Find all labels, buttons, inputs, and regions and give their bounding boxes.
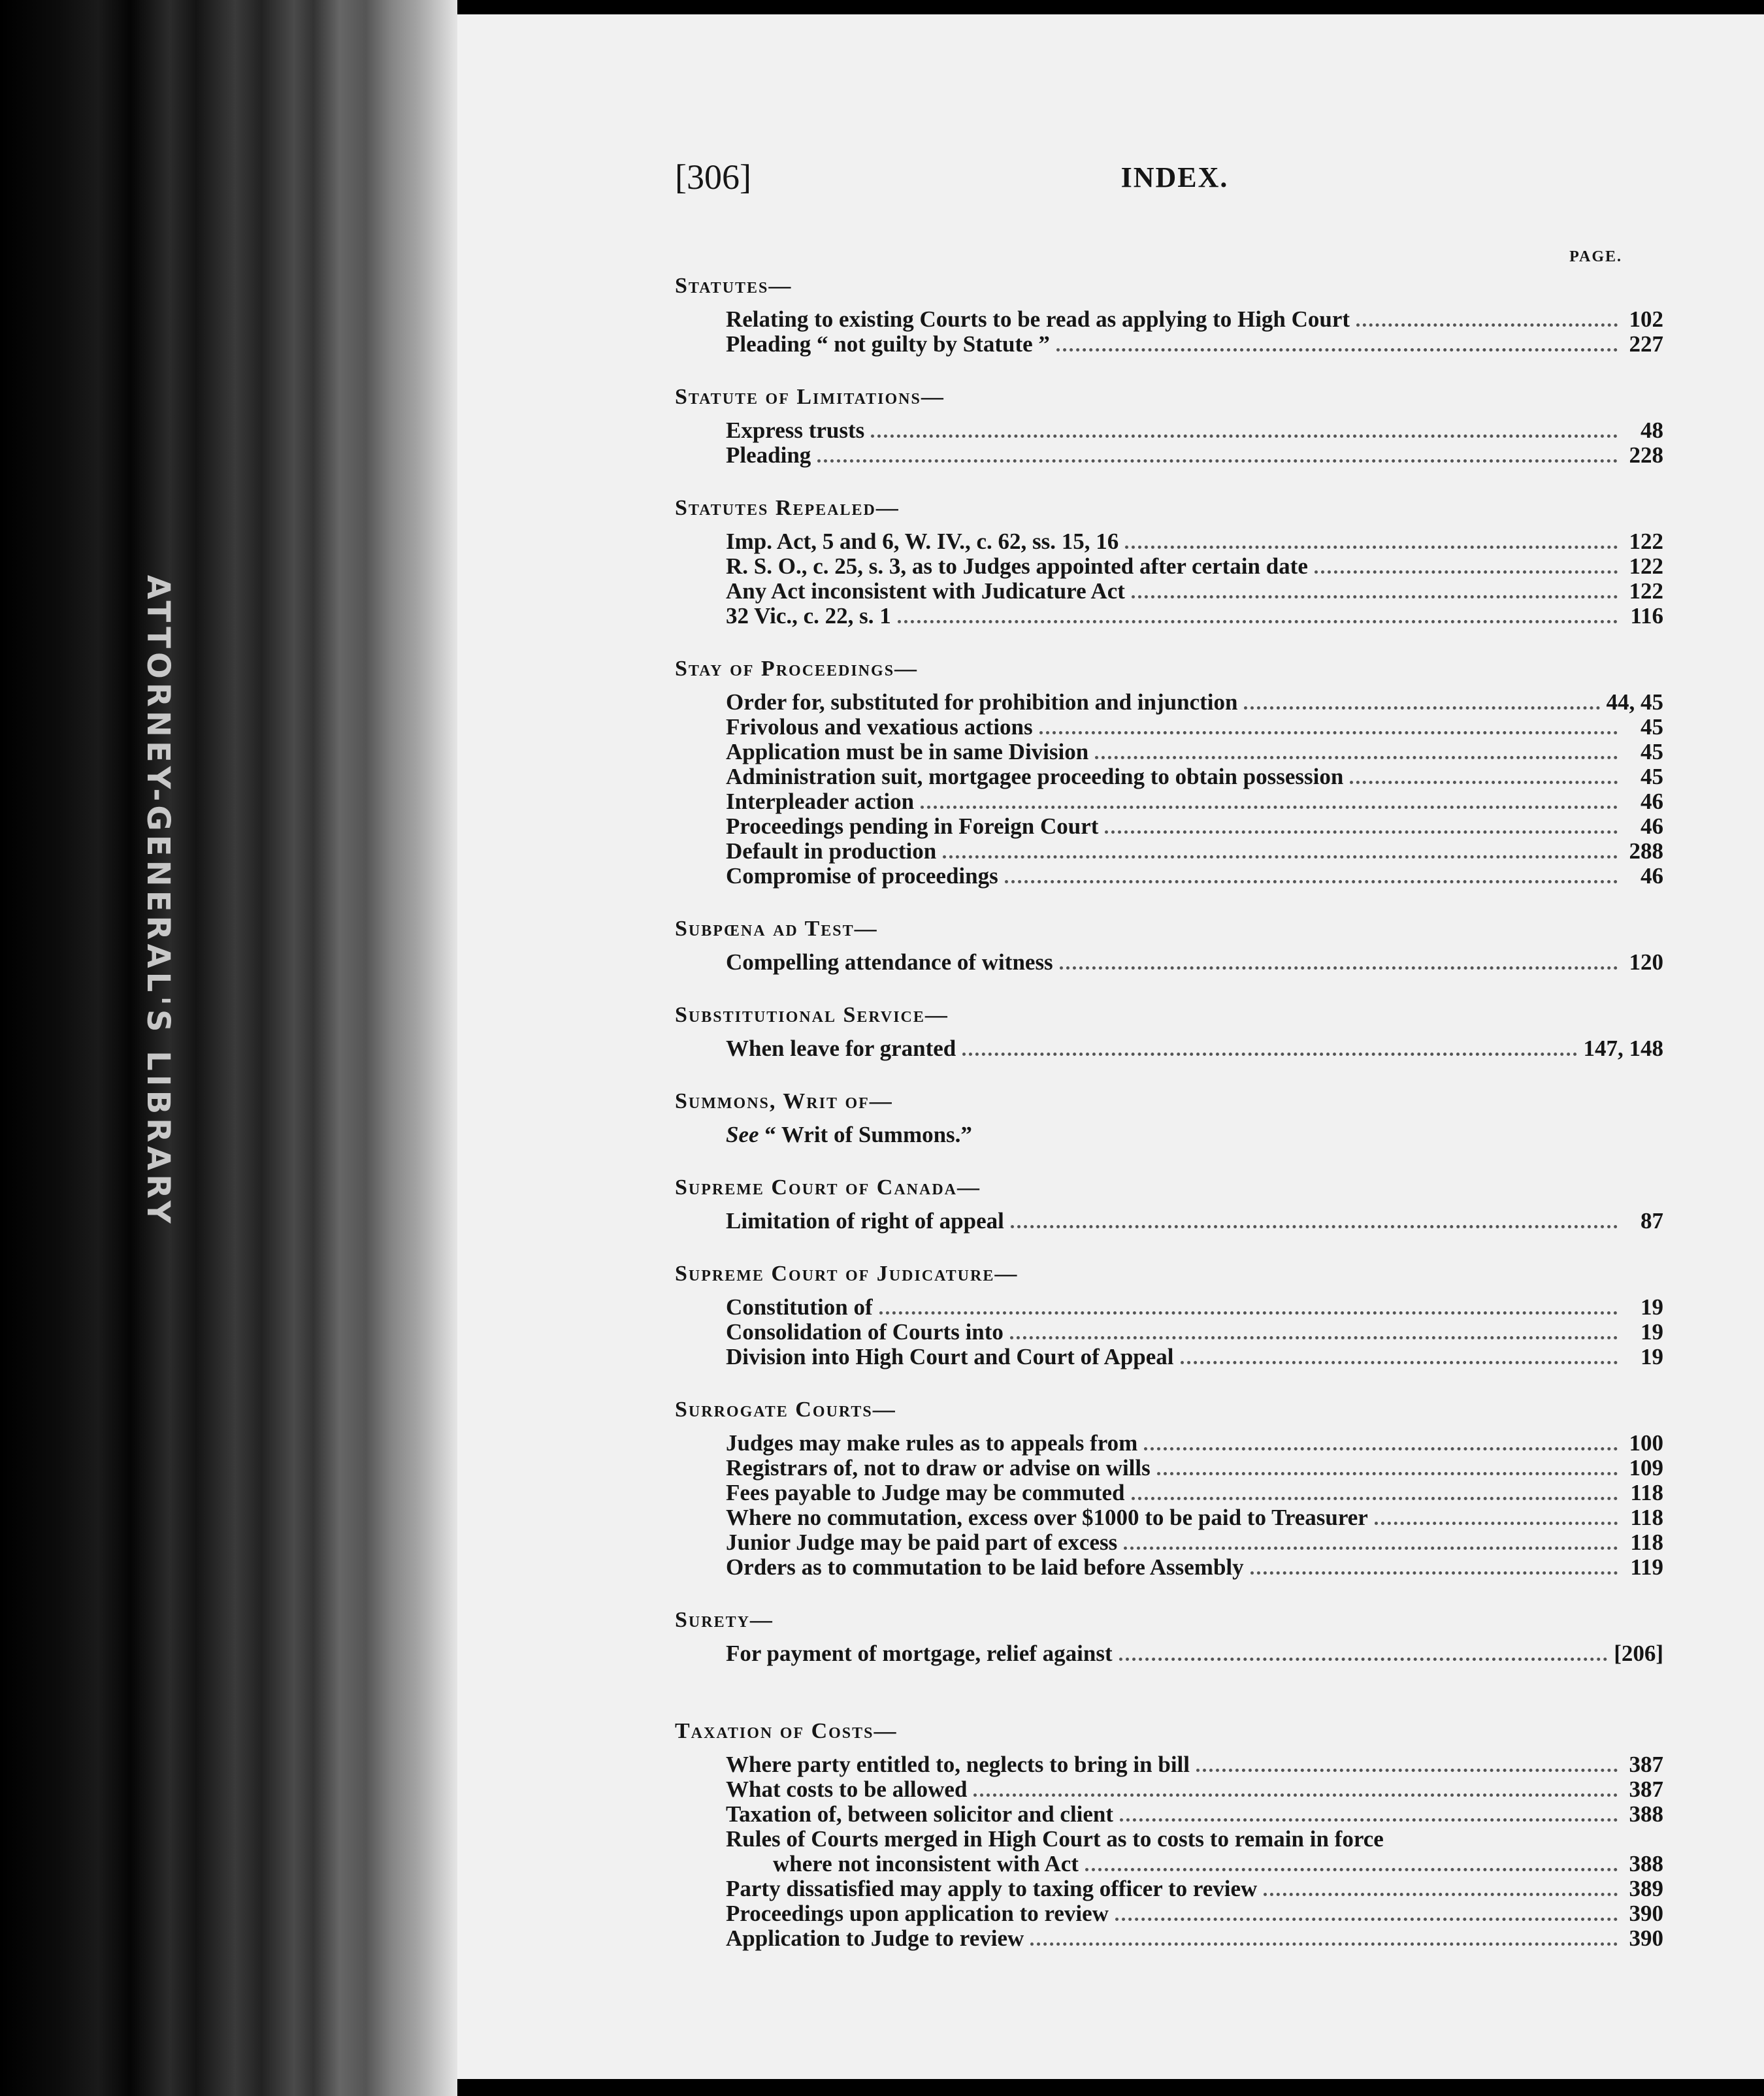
index-line-text: Pleading “ not guilty by Statute ” [726,331,1050,357]
index-entry [675,916,1663,975]
index-line-text: Any Act inconsistent with Judicature Act [726,578,1125,604]
page-title: INDEX. [1120,161,1229,193]
index-line [675,1901,1663,1926]
index-line-text: Order for, substituted for prohibition and injunction [726,689,1238,715]
index-entry [675,1607,1663,1666]
page-reference: 45 [1641,714,1663,740]
index-line-text: Junior Judge may be paid part of excess [726,1530,1118,1555]
page-reference: 390 [1629,1925,1663,1951]
index-line [675,764,1663,789]
page-reference: 45 [1641,739,1663,764]
index-line [675,604,1663,629]
page-reference: 118 [1630,1530,1663,1555]
page-reference: 45 [1641,764,1663,789]
index-line [675,814,1663,839]
index-line [675,1036,1663,1061]
index-line [675,554,1663,579]
index-line [675,418,1663,443]
index-entry [675,656,1663,889]
dot-leader [943,850,1618,859]
index-line [675,332,1663,357]
index-line-text: Pleading [726,442,811,468]
index-heading: Subpœna ad Test— [675,917,878,941]
index-line [675,529,1663,554]
index-line [675,1505,1663,1530]
dot-leader [1011,1220,1618,1228]
cross-reference [675,1122,1663,1147]
index-page [457,14,1764,2079]
dot-leader [1244,701,1599,710]
index-line [675,1481,1663,1505]
page-reference: 46 [1641,789,1663,814]
index-line-text: Frivolous and vexatious actions [726,714,1033,740]
index-line-text: Orders as to commutation to be laid before Assembly [726,1554,1244,1580]
index-line [675,443,1663,468]
index-line [675,1209,1663,1234]
dot-leader [1356,318,1618,327]
dot-leader [817,454,1618,463]
index-line [675,1295,1663,1320]
dot-leader [1375,1516,1618,1525]
page-reference: 388 [1629,1801,1663,1827]
dot-leader [1056,343,1618,352]
spine-stamp: ATTORNEY-GENERAL'S LIBRARY [140,575,176,1228]
index-line-text: Relating to existing Courts to be read as applying to High Court [726,306,1350,332]
see-label: See [726,1122,759,1147]
index-line-text: Proceedings pending in Foreign Court [726,813,1099,839]
page-column-label: PAGE. [1569,248,1622,265]
page-number: [306] [675,157,751,197]
page-reference: 48 [1641,418,1663,443]
index-line [675,1456,1663,1481]
running-head [675,157,1674,203]
index-entry [675,1002,1663,1061]
page-reference: 122 [1629,553,1663,579]
page-reference: 19 [1641,1294,1663,1320]
index-heading: Surrogate Courts— [675,1398,896,1422]
dot-leader [871,429,1618,438]
see-reference: “ Writ of Summons.” [764,1122,972,1147]
index-entry [675,384,1663,468]
page-reference: 288 [1629,838,1663,864]
dot-leader [1181,1356,1618,1364]
dot-leader [1157,1467,1618,1475]
page-reference: 109 [1629,1455,1663,1481]
dot-leader [1124,1541,1618,1550]
index-line [675,1802,1663,1827]
index-line [675,1345,1663,1369]
index-heading: Statutes Repealed— [675,496,900,520]
index-line [675,1777,1663,1802]
index-line [675,1926,1663,1951]
index-heading: Statutes— [675,274,792,298]
index-line-text: Express trusts [726,418,865,443]
dot-leader [1132,590,1618,598]
page-reference: 119 [1630,1554,1663,1580]
index-entry [675,1261,1663,1369]
book-page-edges [0,0,457,2096]
index-line-text: Fees payable to Judge may be commuted [726,1480,1125,1505]
page-reference: 100 [1629,1430,1663,1456]
dot-leader [879,1306,1618,1315]
index-list [675,273,1663,1978]
dot-leader [1144,1442,1618,1450]
index-line [675,579,1663,604]
dot-leader [1120,1813,1618,1822]
index-line-text: Administration suit, mortgagee proceeding to obtain possession [726,764,1344,789]
dot-leader [1132,1492,1618,1500]
index-line-text: For payment of mortgage, relief against [726,1641,1113,1666]
dot-leader [1060,961,1618,970]
page-reference: 227 [1629,331,1663,357]
page-reference: 46 [1641,813,1663,839]
index-line [675,1320,1663,1345]
dot-leader [1264,1888,1618,1896]
index-line-text: Compromise of proceedings [726,863,998,889]
dot-leader [962,1047,1576,1056]
page-reference: 19 [1641,1344,1663,1369]
page-reference: 87 [1641,1208,1663,1234]
index-line-text: When leave for granted [726,1036,956,1061]
page-reference: 122 [1629,578,1663,604]
dot-leader [1085,1863,1618,1871]
index-line-text: Constitution of [726,1294,873,1320]
index-line [675,789,1663,814]
page-reference: 147, 148 [1583,1036,1663,1061]
index-line-text: Application must be in same Division [726,739,1089,764]
index-line-text: Taxation of, between solicitor and client [726,1801,1114,1827]
index-line-text: Imp. Act, 5 and 6, W. IV., c. 62, ss. 15, 16 [726,529,1119,554]
index-line-text: where not inconsistent with Act [773,1851,1079,1876]
index-entry [675,1718,1663,1951]
dot-leader [1105,825,1618,834]
index-line-text: Consolidation of Courts into [726,1319,1004,1345]
page-reference: 118 [1630,1480,1663,1505]
dot-leader [1125,540,1618,549]
dot-leader [898,615,1618,623]
index-line-text: Where no commutation, excess over $1000 to be paid to Treasurer [726,1505,1368,1530]
index-line-text: Where party entitled to, neglects to bring in bill [726,1752,1190,1777]
index-line-text: Rules of Courts merged in High Court as to costs to remain in force [726,1826,1384,1852]
index-line-text: Registrars of, not to draw or advise on wills [726,1455,1151,1481]
dot-leader [1115,1912,1618,1921]
dot-leader [1250,1566,1618,1575]
page-reference: 389 [1629,1876,1663,1901]
index-line-text: Default in production [726,838,937,864]
page-reference: 44, 45 [1606,689,1663,715]
page-reference: 388 [1629,1851,1663,1876]
index-line-text: Party dissatisfied may apply to taxing officer to review [726,1876,1258,1901]
index-line [675,864,1663,889]
page-reference: 118 [1630,1505,1663,1530]
index-heading: Supreme Court of Canada— [675,1175,981,1200]
index-line-text: Application to Judge to review [726,1925,1024,1951]
page-reference: 390 [1629,1901,1663,1926]
index-line-text: What costs to be allowed [726,1777,968,1802]
index-heading: Surety— [675,1608,774,1632]
page-reference: 19 [1641,1319,1663,1345]
dot-leader [1030,1937,1618,1946]
dot-leader [1350,776,1618,784]
dot-leader [973,1788,1618,1797]
index-line-text: Division into High Court and Court of Appeal [726,1344,1174,1369]
index-entry [675,1397,1663,1580]
index-line [675,1641,1663,1666]
page-reference: 387 [1629,1777,1663,1802]
index-line [675,1752,1663,1777]
page-reference: 387 [1629,1752,1663,1777]
index-line [675,1530,1663,1555]
page-reference: 116 [1630,603,1663,629]
index-line [675,839,1663,864]
dot-leader [1119,1652,1608,1661]
dot-leader [1039,726,1618,734]
index-heading: Supreme Court of Judicature— [675,1262,1019,1286]
index-entry [675,495,1663,629]
page-reference: [206] [1614,1641,1663,1666]
page-reference: 122 [1629,529,1663,554]
index-entry [675,1175,1663,1234]
index-line [675,740,1663,764]
page-reference: 228 [1629,442,1663,468]
index-line [675,1431,1663,1456]
index-line-text: Limitation of right of appeal [726,1208,1004,1234]
index-line-text: Proceedings upon application to review [726,1901,1109,1926]
dot-leader [921,800,1618,809]
page-reference: 102 [1629,306,1663,332]
dot-leader [1005,875,1618,883]
index-heading: Taxation of Costs— [675,1719,898,1743]
index-line-text: 32 Vic., c. 22, s. 1 [726,603,891,629]
index-line [675,1852,1663,1876]
index-entry [675,1089,1663,1147]
index-line [675,1876,1663,1901]
index-heading: Statute of Limitations— [675,385,945,409]
dot-leader [1010,1331,1618,1339]
dot-leader [1196,1763,1618,1772]
index-line-text: Judges may make rules as to appeals from [726,1430,1138,1456]
index-line-text: Compelling attendance of witness [726,949,1053,975]
page-reference: 120 [1629,949,1663,975]
dot-leader [1095,751,1618,759]
dot-leader [1315,565,1618,574]
index-entry [675,273,1663,357]
page-reference: 46 [1641,863,1663,889]
index-line [675,950,1663,975]
index-line-text: Interpleader action [726,789,915,814]
index-line [675,1555,1663,1580]
index-heading: Summons, Writ of— [675,1089,893,1113]
index-heading: Stay of Proceedings— [675,657,919,681]
index-line [675,715,1663,740]
index-line [675,307,1663,332]
index-line-text: R. S. O., c. 25, s. 3, as to Judges appointed after certain date [726,553,1308,579]
index-heading: Substitutional Service— [675,1003,949,1027]
index-line [675,690,1663,715]
